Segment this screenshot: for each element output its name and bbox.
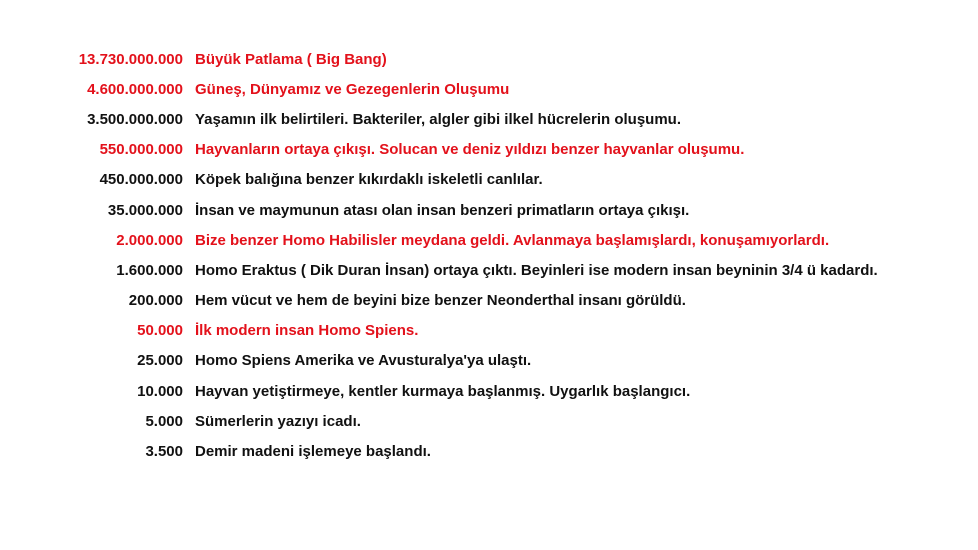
event-year: 2.000.000 <box>116 231 183 249</box>
event-year: 450.000.000 <box>99 171 183 189</box>
timeline-row <box>0 135 978 165</box>
timeline-row <box>0 255 978 285</box>
event-year: 200.000 <box>128 292 183 310</box>
event-description: Homo Eraktus ( Dik Duran İnsan) ortaya çıktı. Beyinleri ise modern insan beyninin 3/4 ü kadardı. <box>195 261 878 279</box>
event-year: 3.500.000.000 <box>87 110 183 128</box>
timeline-row <box>0 44 978 74</box>
timeline-row <box>0 225 978 255</box>
event-description: Hem vücut ve hem de beyini bize benzer Neonderthal insanı görüldü. <box>195 292 686 310</box>
event-description: Homo Spiens Amerika ve Avusturalya'ya ulaştı. <box>195 352 532 370</box>
timeline-list <box>0 44 978 467</box>
event-description: Büyük Patlama ( Big Bang) <box>195 50 387 68</box>
event-year: 13.730.000.000 <box>78 50 183 68</box>
event-description: Yaşamın ilk belirtileri. Bakteriler, algler gibi ilkel hücrelerin oluşumu. <box>195 110 682 128</box>
timeline-row <box>0 436 978 466</box>
event-year: 25.000 <box>137 352 183 370</box>
timeline-row <box>0 406 978 436</box>
event-description: Demir madeni işlemeye başlandı. <box>195 443 431 461</box>
timeline-row <box>0 74 978 104</box>
timeline-row <box>0 346 978 376</box>
event-description: İnsan ve maymunun atası olan insan benzeri primatların ortaya çıkışı. <box>195 201 690 219</box>
event-year: 5.000 <box>145 412 183 430</box>
event-year: 550.000.000 <box>99 141 183 159</box>
event-year: 3.500 <box>145 443 183 461</box>
event-description: Hayvanların ortaya çıkışı. Solucan ve deniz yıldızı benzer hayvanlar oluşumu. <box>195 141 745 159</box>
timeline-row <box>0 195 978 225</box>
event-description: Güneş, Dünyamız ve Gezegenlerin Oluşumu <box>195 80 510 98</box>
event-description: İlk modern insan Homo Spiens. <box>195 322 419 340</box>
event-description: Sümerlerin yazıyı icadı. <box>195 412 361 430</box>
event-description: Köpek balığına benzer kıkırdaklı iskeletli canlılar. <box>195 171 543 189</box>
timeline-row <box>0 286 978 316</box>
timeline-row <box>0 104 978 134</box>
event-year: 1.600.000 <box>116 261 183 279</box>
timeline-row <box>0 165 978 195</box>
timeline-row <box>0 376 978 406</box>
timeline-row <box>0 316 978 346</box>
event-description: Bize benzer Homo Habilisler meydana geldi. Avlanmaya başlamışlardı, konuşamıyorlardı. <box>195 231 830 249</box>
event-year: 4.600.000.000 <box>87 80 183 98</box>
event-year: 50.000 <box>137 322 183 340</box>
event-description: Hayvan yetiştirmeye, kentler kurmaya başlanmış. Uygarlık başlangıcı. <box>195 382 691 400</box>
event-year: 35.000.000 <box>107 201 183 219</box>
event-year: 10.000 <box>137 382 183 400</box>
